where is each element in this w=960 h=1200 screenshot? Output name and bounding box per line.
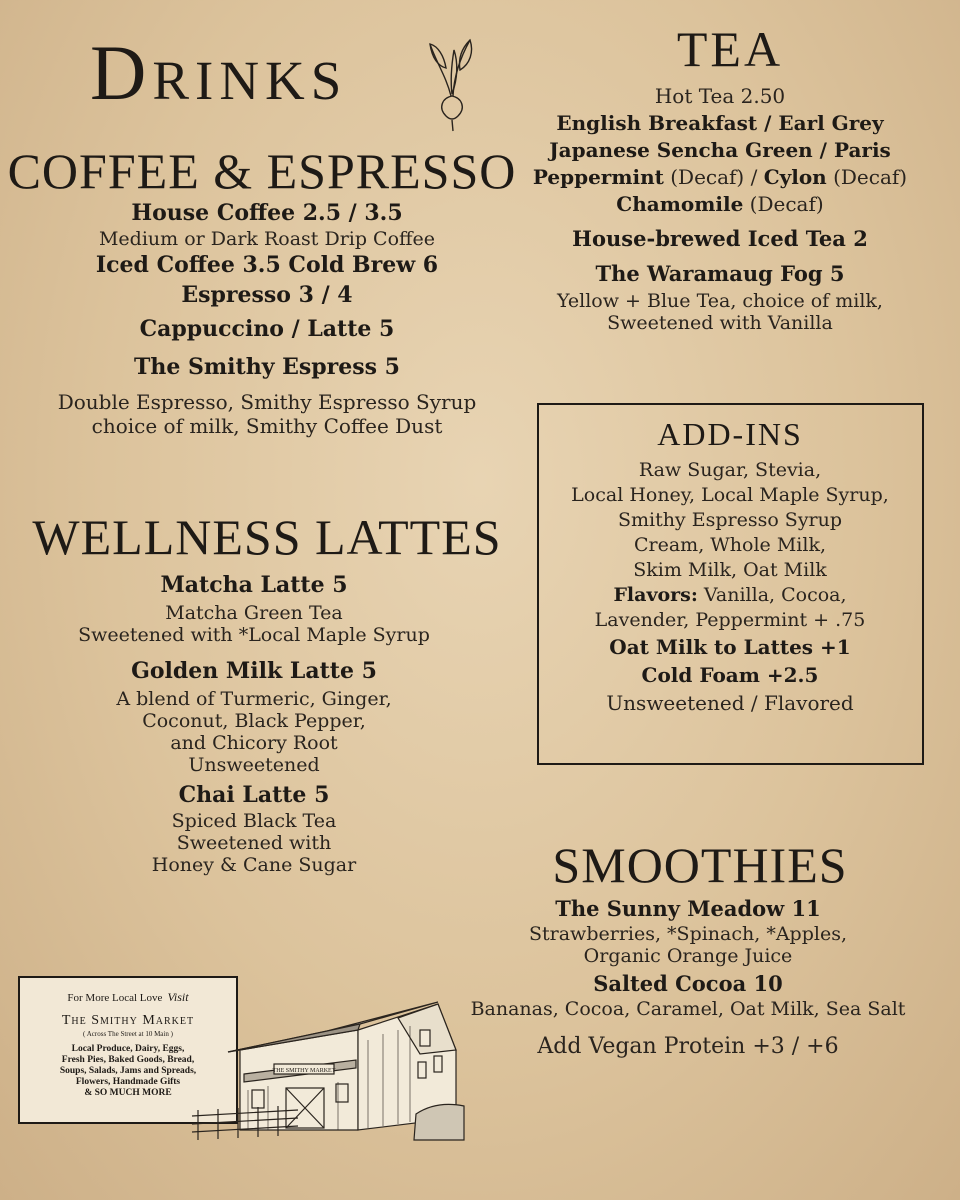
page-title: Drinks xyxy=(90,29,348,116)
market-intro-text: For More Local Love xyxy=(67,992,163,1004)
addins-line-4: Cream, Whole Milk, xyxy=(633,534,826,556)
golden-milk-latte: Golden Milk Latte 5 xyxy=(131,658,377,684)
decaf-sep: (Decaf) / xyxy=(663,165,764,189)
hot-tea: Hot Tea 2.50 xyxy=(654,84,786,108)
beet-icon xyxy=(424,36,480,132)
golden-desc-4: Unsweetened xyxy=(188,754,320,776)
addins-heading: ADD-INS xyxy=(657,416,803,452)
addins-line-5: Skim Milk, Oat Milk xyxy=(633,559,827,581)
chai-desc-2: Sweetened with xyxy=(176,832,332,854)
market-line-4: Flowers, Handmade Gifts xyxy=(75,1077,181,1087)
addins-line-3: Smithy Espresso Syrup xyxy=(617,509,843,531)
golden-desc-3: and Chicory Root xyxy=(170,732,338,754)
iced-tea: House-brewed Iced Tea 2 xyxy=(572,226,868,251)
coffee-heading: COFFEE & ESPRESSO xyxy=(7,143,517,199)
sunny-desc-1: Strawberries, *Spinach, *Apples, xyxy=(529,923,847,945)
chai-desc-3: Honey & Cane Sugar xyxy=(151,854,357,876)
peppermint-label: Peppermint xyxy=(532,165,664,189)
salted-cocoa-desc: Bananas, Cocoa, Caramel, Oat Milk, Sea Salt xyxy=(470,998,906,1020)
matcha-desc-1: Matcha Green Tea xyxy=(165,602,343,624)
chai-latte: Chai Latte 5 xyxy=(178,782,330,808)
salted-cocoa: Salted Cocoa 10 xyxy=(593,971,783,996)
house-coffee: House Coffee 2.5 / 3.5 xyxy=(131,200,403,226)
market-line-2: Fresh Pies, Baked Goods, Bread, xyxy=(61,1055,195,1065)
flavors-line-2: Lavender, Peppermint + .75 xyxy=(594,609,866,631)
smoothies-heading: SMOOTHIES xyxy=(552,837,848,893)
matcha-desc-2: Sweetened with *Local Maple Syrup xyxy=(78,624,430,646)
waramaug-fog: The Waramaug Fog 5 xyxy=(595,261,845,286)
cylon-label: Cylon xyxy=(763,165,827,189)
golden-desc-1: A blend of Turmeric, Ginger, xyxy=(116,688,392,710)
flavors-label: Flavors: xyxy=(613,584,698,606)
addins-line-2: Local Honey, Local Maple Syrup, xyxy=(571,484,889,506)
market-line-3: Soups, Salads, Jams and Spreads, xyxy=(59,1066,197,1076)
sunny-desc-2: Organic Orange Juice xyxy=(583,945,793,967)
flavors-list: Vanilla, Cocoa, xyxy=(697,584,847,606)
flavors-line xyxy=(530,584,930,606)
vegan-protein: Add Vegan Protein +3 / +6 xyxy=(537,1034,839,1059)
chai-desc-1: Spiced Black Tea xyxy=(171,810,337,832)
tea-heading: TEA xyxy=(676,21,784,77)
chamomile-decaf: (Decaf) xyxy=(743,192,824,216)
tea-line-3 xyxy=(500,165,940,189)
smithy-desc-1: Double Espresso, Smithy Espresso Syrup xyxy=(57,390,477,414)
oat-milk-lattes: Oat Milk to Lattes +1 xyxy=(609,635,851,659)
golden-desc-2: Coconut, Black Pepper, xyxy=(142,710,366,732)
wellness-heading: WELLNESS LATTES xyxy=(32,509,502,565)
fog-desc-1: Yellow + Blue Tea, choice of milk, xyxy=(557,290,883,312)
fog-desc-2: Sweetened with Vanilla xyxy=(607,312,833,334)
chamomile-label: Chamomile xyxy=(616,192,744,216)
cold-foam-desc: Unsweetened / Flavored xyxy=(606,691,854,715)
market-line-5: & SO MUCH MORE xyxy=(84,1088,172,1098)
tea-line-2: Japanese Sencha Green / Paris xyxy=(549,138,891,162)
market-intro-script: Visit xyxy=(167,990,189,1004)
sunny-meadow: The Sunny Meadow 11 xyxy=(555,896,821,921)
cold-foam: Cold Foam +2.5 xyxy=(641,663,819,687)
smithy-desc-2: choice of milk, Smithy Coffee Dust xyxy=(91,414,443,438)
barn-sign: THE SMITHY MARKET xyxy=(272,1068,336,1074)
tea-line-1: English Breakfast / Earl Grey xyxy=(556,111,884,135)
decaf-label: (Decaf) xyxy=(826,165,908,189)
iced-cold-brew: Iced Coffee 3.5 Cold Brew 6 xyxy=(95,252,439,278)
tea-line-4 xyxy=(500,192,940,216)
smithy-espress: The Smithy Espress 5 xyxy=(133,354,400,380)
barn-icon xyxy=(188,990,468,1150)
market-line-1: Local Produce, Dairy, Eggs, xyxy=(71,1044,185,1054)
matcha-latte: Matcha Latte 5 xyxy=(160,572,348,598)
market-name: The Smithy Market xyxy=(61,1013,195,1028)
market-sub: ( Across The Street at 10 Main ) xyxy=(83,1030,173,1038)
house-coffee-desc: Medium or Dark Roast Drip Coffee xyxy=(98,228,436,250)
addins-line-1: Raw Sugar, Stevia, xyxy=(638,459,822,481)
cappuccino-latte: Cappuccino / Latte 5 xyxy=(139,316,395,342)
espresso: Espresso 3 / 4 xyxy=(181,282,353,308)
